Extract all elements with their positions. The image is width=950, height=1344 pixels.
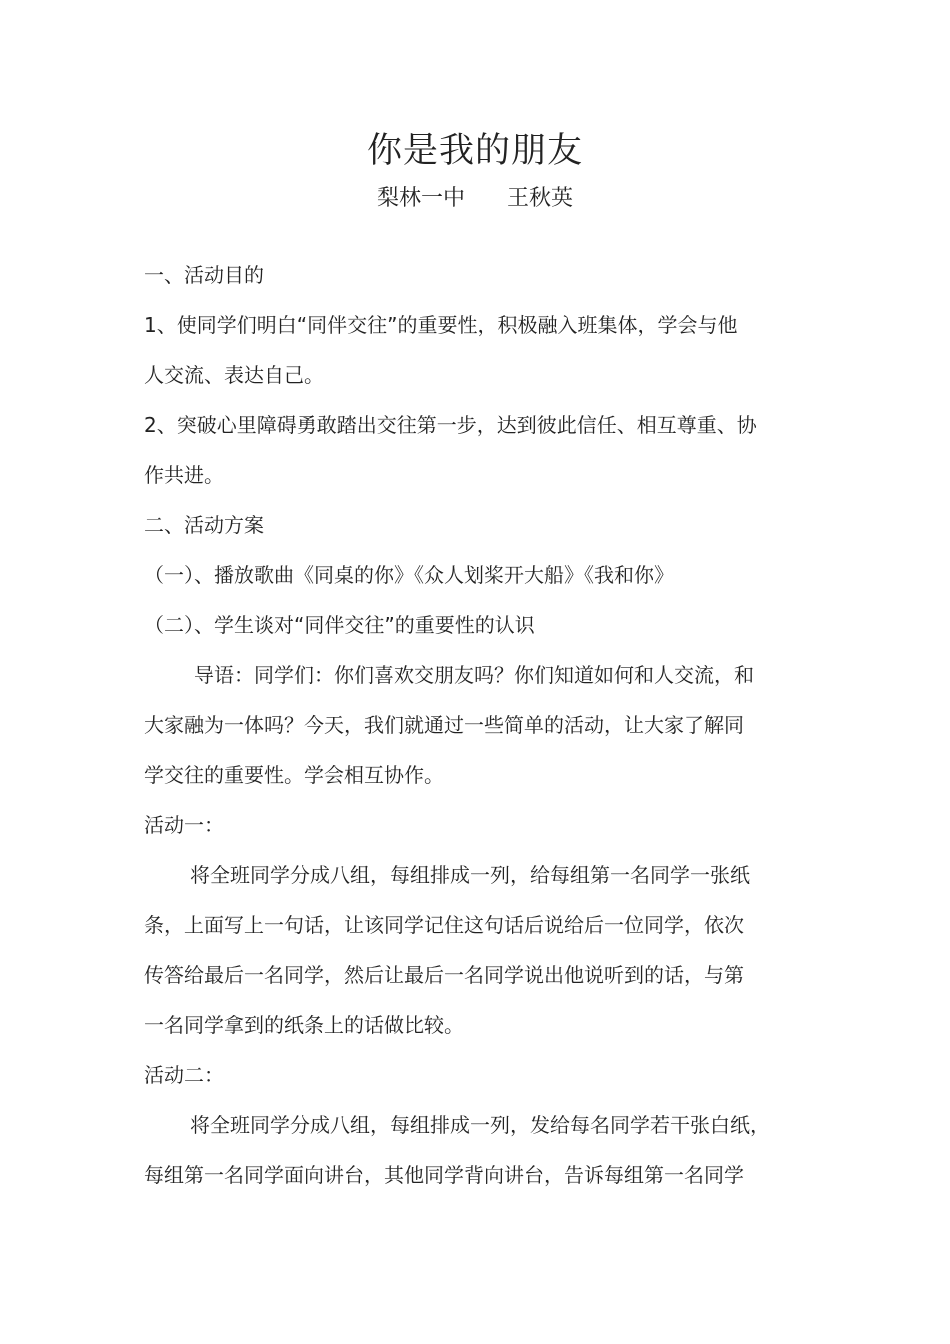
paragraph-line: 传答给最后一名同学，然后让最后一名同学说出他说听到的话，与第 <box>144 963 744 987</box>
paragraph-line: 将全班同学分成八组，每组排成一列，给每组第一名同学一张纸 <box>190 863 750 887</box>
paragraph-line: 人交流、表达自己。 <box>144 363 324 387</box>
paragraph-line: 学交往的重要性。学会相互协作。 <box>144 763 444 787</box>
activity-heading: 活动二： <box>144 1063 224 1087</box>
paragraph-line: 作共进。 <box>144 463 224 487</box>
subsection-heading: （一）、播放歌曲《同桌的你》《众人划桨开大船》《我和你》 <box>144 563 674 587</box>
document-body <box>144 250 810 1200</box>
subsection-heading: （二）、学生谈对“同伴交往”的重要性的认识 <box>144 613 535 637</box>
paragraph-line: 每组第一名同学面向讲台，其他同学背向讲台，告诉每组第一名同学 <box>144 1163 744 1187</box>
section-heading: 一、活动目的 <box>144 263 264 287</box>
activity-heading: 活动一： <box>144 813 224 837</box>
paragraph-line: 1、使同学们明白“同伴交往”的重要性，积极融入班集体，学会与他 <box>144 313 738 337</box>
document-title: 你是我的朋友 <box>366 131 583 171</box>
paragraph-line: 导语：同学们：你们喜欢交朋友吗？你们知道如何和人交流，和 <box>194 663 754 687</box>
paragraph-line: 将全班同学分成八组，每组排成一列，发给每名同学若干张白纸， <box>190 1113 770 1137</box>
paragraph-line: 一名同学拿到的纸条上的话做比较。 <box>144 1013 464 1037</box>
paragraph-line: 条，上面写上一句话，让该同学记住这句话后说给后一位同学，依次 <box>144 913 744 937</box>
paragraph-line: 大家融为一体吗？今天，我们就通过一些简单的活动，让大家了解同 <box>144 713 744 737</box>
document-byline: 梨林一中 王秋英 <box>377 186 573 211</box>
section-heading: 二、活动方案 <box>144 513 264 537</box>
paragraph-line: 2、突破心里障碍勇敢踏出交往第一步，达到彼此信任、相互尊重、协 <box>144 413 757 437</box>
